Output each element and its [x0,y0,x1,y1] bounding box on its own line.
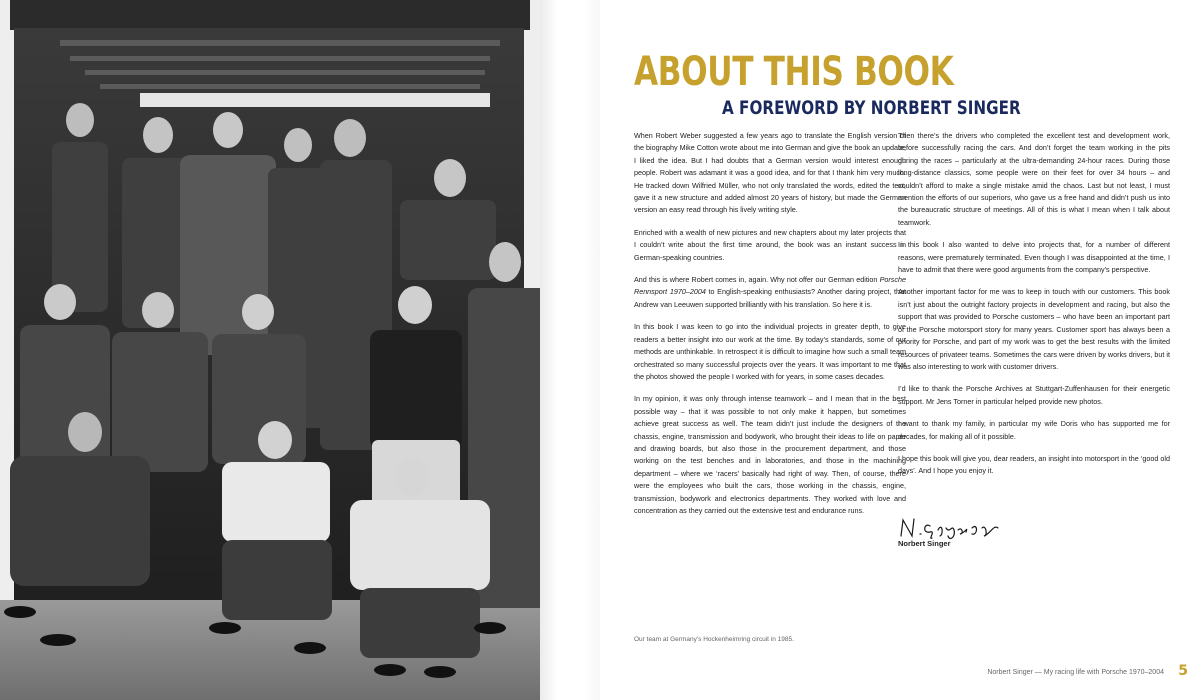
team-photo [0,0,540,700]
paragraph-text: And this is where Robert comes in, again. Why not offer our German edition [634,275,880,285]
running-footer: Norbert Singer — My racing life with Porsche 1970–2004 [987,669,1164,676]
paragraph: I hope this book will give you, dear readers, an insight into motorsport in the ‘good old days’. And I hope you enjoy it. [898,453,1170,476]
paragraph: I want to thank my family, in particular my wife Doris who has supported me for decades, for making all of it possible. [898,419,1170,441]
book-gutter [540,0,600,700]
paragraph: In this book I also wanted to delve into projects that, for a number of different reasons, were prematurely terminated. Even though I was disappointed at the time, I have to admit that there were good arguments from the company’s perspective. [898,240,1170,275]
text-column-left [634,130,906,527]
book-title-italic: Porsche Rennsport 1970–2004 [634,275,906,297]
paragraph: In this book I was keen to go into the individual projects in greater depth, to give readers a better insight into our work at the time. By today’s standards, some of our methods are unthinkable. In retrospect it is difficult to imagine how such a small team orchestrated so many successful projects over the years. It was important to me that the photos showed the people I worked with for years, in some cases decades. [634,322,906,381]
paragraph: In my opinion, it was only through intense teamwork – and I mean that in the best possible way – that it was possible to not only make it happen, but sometimes achieve great success as well. The team didn’t just include the designers of the chassis, engine, transmission and bodywork, who brought their ideas to life on paper and drawing boards, but also those in the procurement department, and those working on the test benches and in laboratories, and those in the machining department – where we ‘racers’ basically had right of way. Then, of course, there were the employees who built the cars, those working in the chassis, engine, transmission, bodywork and electronics departments. They worked with love and concentration as they carried out the extensive test and endurance runs. [634,394,906,515]
paragraph [634,274,906,311]
page-subtitle: A FOREWORD BY NORBERT SINGER [722,97,1021,119]
team-photo-image [0,0,540,700]
paragraph: Another important factor for me was to keep in touch with our customers. This book isn’t just about the outright factory projects in development and racing, but also the support that was provided to Porsche customers – who have been an important part of the Porsche motorsport story for many years. Customer sport has always been a priority for Porsche, and part of my work was to get the best results with the limited resources of privateer teams. Sometimes the cars were driven by works drivers, but it was also interesting to work with customer drivers. [898,287,1170,371]
paragraph: Enriched with a wealth of new pictures and new chapters about my later projects that I couldn’t write about the first time around, the book was an instant success in German-speaking countries. [634,227,906,262]
page-title: ABOUT THIS BOOK [634,49,954,95]
paragraph: I’d like to thank the Porsche Archives at Stuttgart-Zuffenhausen for their energetic support. Mr Jens Torner in particular helped provide new photos. [898,384,1170,406]
photo-caption: Our team at Germany’s Hockenheimring circuit in 1985. [634,636,794,643]
paragraph: Then there’s the drivers who completed the excellent test and development work, before successfully racing the cars. And don’t forget the team working in the pits during the races – particularly at the ultra-demanding 24-hour races. During those long-distance classics, some people were on their feet for over 34 hours – and couldn’t afford to make a single mistake amid the chaos. Last but not least, I must mention the efforts of our superiors, who gave us a free hand and didn’t push us into the bureaucratic structure of meetings. All of this is what I mean when I talk about teamwork. [898,131,1170,227]
paragraph-text: to English-speaking enthusiasts? Another daring project, that Andrew van Leeuwen supported brilliantly with his translation. So here it is. [634,287,906,309]
signature-name: Norbert Singer [898,539,951,548]
text-column-right [898,130,1170,488]
page-number: 5 [1178,663,1188,679]
paragraph: When Robert Weber suggested a few years ago to translate the English version of the biography Mike Cotton wrote about me into German and give the book an update, I liked the idea. But I had doubts that a German version would interest enough people. Robert was adamant it was a good idea, and for that I thank him very much. He tracked down Wilfried Müller, who not only translated the words, edited the text, gave it a new structure and added almost 20 years of history, but made the German version an easy read through his lively writing style. [634,131,906,215]
